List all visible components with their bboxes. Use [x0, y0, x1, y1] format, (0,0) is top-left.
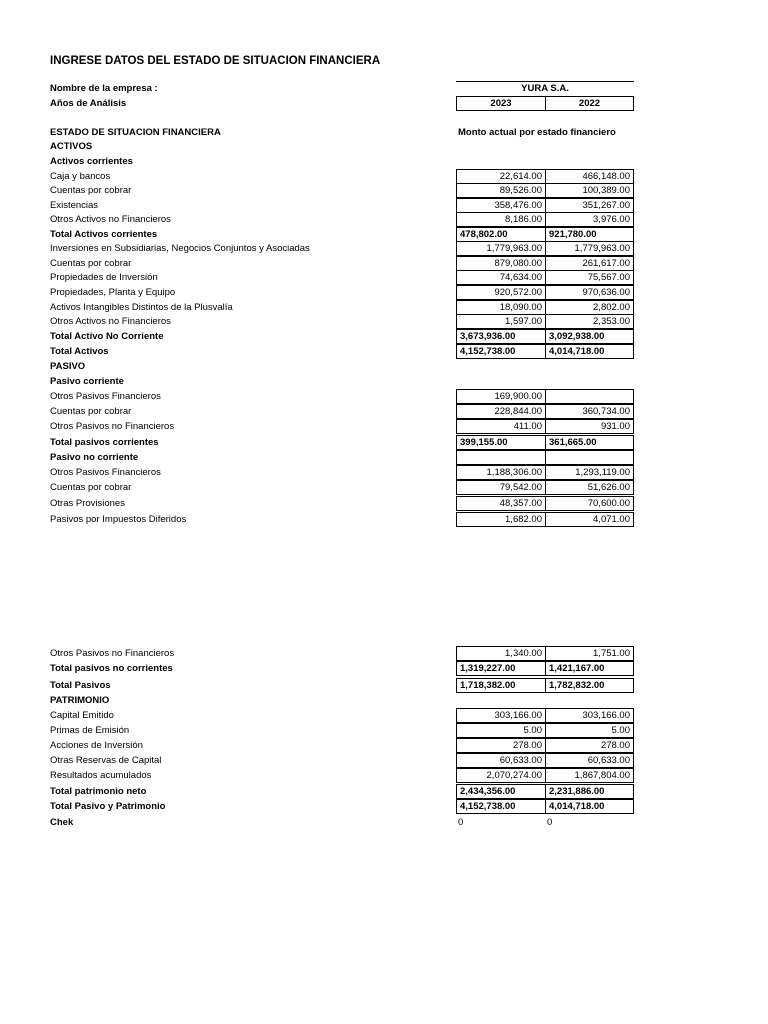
row-label: Otros Activos no Financieros — [50, 214, 171, 225]
value-cell-year2[interactable]: 303,166.00 — [545, 708, 634, 723]
row-label: Otros Pasivos no Financieros — [50, 648, 175, 659]
row-label: Pasivos por Impuestos Diferidos — [50, 514, 187, 525]
value-cell-year1[interactable]: 228,844.00 — [456, 404, 546, 419]
value-cell-year1[interactable] — [456, 450, 546, 465]
value-cell-year2[interactable]: 261,617.00 — [545, 256, 634, 271]
value-cell-year1[interactable]: 278.00 — [456, 738, 546, 753]
value-cell-year2[interactable]: 970,636.00 — [545, 285, 634, 300]
value-cell-year2[interactable]: 2,802.00 — [545, 300, 634, 315]
value-cell-year2[interactable]: 75,567.00 — [545, 270, 634, 285]
value-cell-year1[interactable]: 1,718,382.00 — [456, 678, 546, 693]
value-cell-year2[interactable]: 2,353.00 — [545, 314, 634, 329]
value-cell-year1[interactable]: 2,070,274.00 — [456, 768, 546, 783]
value-cell-year2[interactable]: 3,976.00 — [545, 212, 634, 227]
row-label: Propiedades de Inversión — [50, 272, 158, 283]
amount-header: Monto actual por estado financiero — [458, 127, 616, 138]
value-cell-year1[interactable]: 60,633.00 — [456, 753, 546, 768]
row-label: Total pasivos no corrientes — [50, 663, 173, 674]
row-label: PASIVO — [50, 361, 86, 372]
value-cell-year1[interactable]: 5.00 — [456, 723, 546, 738]
value-cell-year1[interactable]: 48,357.00 — [456, 496, 546, 511]
value-cell-year1[interactable]: 1,779,963.00 — [456, 241, 546, 256]
row-label: Total patrimonio neto — [50, 786, 147, 797]
value-cell-year1[interactable]: 169,900.00 — [456, 389, 546, 404]
value-cell-year1[interactable]: 3,673,936.00 — [456, 329, 546, 344]
row-label: Total Activos — [50, 346, 109, 357]
value-cell-year2[interactable]: 1,751.00 — [545, 646, 634, 661]
value-cell-year1[interactable]: 303,166.00 — [456, 708, 546, 723]
row-label: Caja y bancos — [50, 171, 111, 182]
value-cell-year1[interactable]: 879,080.00 — [456, 256, 546, 271]
row-label: Otras Reservas de Capital — [50, 755, 162, 766]
value-cell-year1[interactable]: 4,152,738.00 — [456, 344, 546, 359]
row-label: Cuentas por cobrar — [50, 258, 132, 269]
value-cell-year1[interactable]: 1,340.00 — [456, 646, 546, 661]
row-label: Activos Intangibles Distintos de la Plusvalía — [50, 302, 233, 313]
row-label: Otras Provisiones — [50, 498, 125, 509]
value-cell-year2[interactable]: 70,600.00 — [545, 496, 634, 511]
value-cell-year1[interactable]: 920,572.00 — [456, 285, 546, 300]
check-value-year2: 0 — [547, 817, 553, 828]
row-label: Inversiones en Subsidiarias, Negocios Conjuntos y Asociadas — [50, 243, 310, 254]
check-value-year1: 0 — [458, 817, 464, 828]
row-label: Otros Activos no Financieros — [50, 316, 171, 327]
value-cell-year2[interactable]: 931.00 — [545, 419, 634, 434]
row-label: Cuentas por cobrar — [50, 185, 132, 196]
value-cell-year2[interactable]: 60,633.00 — [545, 753, 634, 768]
row-label: ACTIVOS — [50, 141, 93, 152]
row-label: Cuentas por cobrar — [50, 482, 132, 493]
value-cell-year1[interactable]: 1,597.00 — [456, 314, 546, 329]
page-title: INGRESE DATOS DEL ESTADO DE SITUACION FINANCIERA — [50, 55, 381, 67]
row-label: Activos corrientes — [50, 156, 133, 167]
value-cell-year2[interactable]: 4,014,718.00 — [545, 799, 634, 814]
value-cell-year1[interactable]: 2,434,356.00 — [456, 784, 546, 799]
value-cell-year1[interactable]: 18,090.00 — [456, 300, 546, 315]
value-cell-year2[interactable]: 5.00 — [545, 723, 634, 738]
value-cell-year1[interactable]: 478,802.00 — [456, 227, 546, 242]
value-cell-year1[interactable]: 1,319,227.00 — [456, 661, 546, 676]
value-cell-year2[interactable]: 1,293,119.00 — [545, 465, 634, 480]
company-label: Nombre de la empresa : — [50, 83, 158, 94]
value-cell-year1[interactable]: 358,476.00 — [456, 198, 546, 213]
row-label: Propiedades, Planta y Equipo — [50, 287, 176, 298]
company-name-cell[interactable]: YURA S.A. — [456, 81, 634, 96]
value-cell-year2[interactable]: 921,780.00 — [545, 227, 634, 242]
row-label: Total pasivos corrientes — [50, 437, 159, 448]
value-cell-year1[interactable]: 1,188,306.00 — [456, 465, 546, 480]
value-cell-year2[interactable]: 466,148.00 — [545, 169, 634, 184]
value-cell-year1[interactable]: 4,152,738.00 — [456, 799, 546, 814]
row-label: Total Activo No Corriente — [50, 331, 164, 342]
row-label: Primas de Emisión — [50, 725, 130, 736]
value-cell-year2[interactable]: 4,071.00 — [545, 512, 634, 527]
row-label: Total Pasivos — [50, 680, 111, 691]
value-cell-year2[interactable]: 1,867,804.00 — [545, 768, 634, 783]
value-cell-year2[interactable]: 4,014,718.00 — [545, 344, 634, 359]
value-cell-year2[interactable]: 1,421,167.00 — [545, 661, 634, 676]
row-label: Total Activos corrientes — [50, 229, 158, 240]
section-title: ESTADO DE SITUACION FINANCIERA — [50, 127, 221, 138]
value-cell-year1[interactable]: 399,155.00 — [456, 435, 546, 450]
value-cell-year2[interactable]: 351,267.00 — [545, 198, 634, 213]
year1-cell[interactable]: 2023 — [456, 96, 546, 111]
row-label: Chek — [50, 817, 74, 828]
row-label: Acciones de Inversión — [50, 740, 143, 751]
row-label: PATRIMONIO — [50, 695, 110, 706]
row-label: Otros Pasivos Financieros — [50, 391, 161, 402]
value-cell-year2[interactable]: 2,231,886.00 — [545, 784, 634, 799]
value-cell-year1[interactable]: 74,634.00 — [456, 270, 546, 285]
value-cell-year2[interactable]: 278.00 — [545, 738, 634, 753]
row-label: Existencias — [50, 200, 99, 211]
value-cell-year1[interactable]: 89,526.00 — [456, 183, 546, 198]
year2-cell[interactable]: 2022 — [545, 96, 634, 111]
value-cell-year1[interactable]: 22,614.00 — [456, 169, 546, 184]
years-label: Años de Análisis — [50, 98, 127, 109]
value-cell-year2[interactable]: 361,665.00 — [545, 435, 634, 450]
value-cell-year2[interactable]: 51,626.00 — [545, 480, 634, 495]
row-label: Pasivo no corriente — [50, 452, 139, 463]
row-label: Otros Pasivos no Financieros — [50, 421, 175, 432]
value-cell-year2[interactable]: 1,779,963.00 — [545, 241, 634, 256]
row-label: Capital Emitido — [50, 710, 114, 721]
value-cell-year2[interactable]: 3,092,938.00 — [545, 329, 634, 344]
row-label: Resultados acumulados — [50, 770, 152, 781]
value-cell-year1[interactable]: 79,542.00 — [456, 480, 546, 495]
value-cell-year2[interactable]: 1,782,832.00 — [545, 678, 634, 693]
value-cell-year2[interactable]: 360,734.00 — [545, 404, 634, 419]
row-label: Pasivo corriente — [50, 376, 124, 387]
row-label: Otros Pasivos Financieros — [50, 467, 161, 478]
value-cell-year1[interactable]: 8,186.00 — [456, 212, 546, 227]
value-cell-year1[interactable]: 1,682.00 — [456, 512, 546, 527]
value-cell-year2[interactable]: 100,389.00 — [545, 183, 634, 198]
row-label: Cuentas por cobrar — [50, 406, 132, 417]
value-cell-year2[interactable] — [545, 450, 634, 465]
row-label: Total Pasivo y Patrimonio — [50, 801, 166, 812]
value-cell-year1[interactable]: 411.00 — [456, 419, 546, 434]
value-cell-year2[interactable] — [545, 389, 634, 404]
